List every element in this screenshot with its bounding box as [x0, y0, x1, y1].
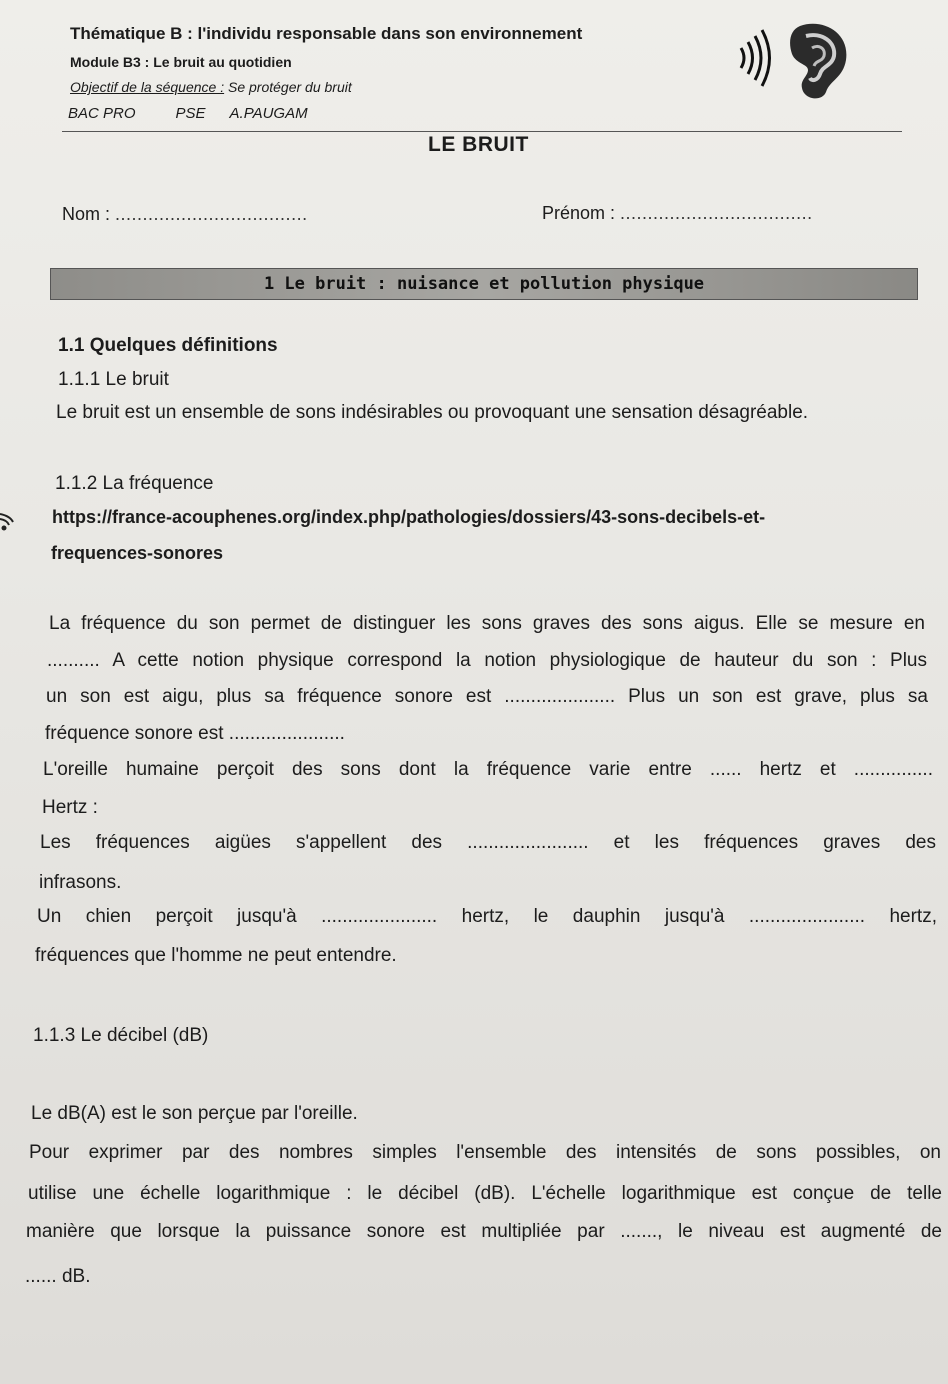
objectif-text: Se protéger du bruit — [224, 79, 352, 95]
ear-sound-icon — [738, 20, 858, 100]
objectif-label: Objectif de la séquence : — [70, 79, 225, 95]
thematique-title: Thématique B : l'individu responsable dans son environnement — [70, 24, 583, 43]
freq-line: Les fréquences aigües s'appellent des ....................... et les fréquences graves des — [40, 832, 936, 853]
freq-line: L'oreille humaine perçoit des sons dont la fréquence varie entre ...... hertz et ............... — [43, 759, 933, 780]
prenom-field[interactable] — [542, 203, 813, 224]
heading-le-bruit: 1.1.1 Le bruit — [58, 369, 169, 390]
header-divider — [62, 131, 902, 132]
url-line-2[interactable]: frequences-sonores — [51, 543, 224, 563]
url-line-1[interactable]: https://france-acouphenes.org/index.php/pathologies/dossiers/43-sons-decibels-et- — [52, 507, 766, 527]
db-line: utilise une échelle logarithmique : le décibel (dB). L'échelle logarithmique est conçue de telle — [28, 1183, 942, 1204]
nom-field[interactable] — [62, 204, 308, 225]
heading-definitions: 1.1 Quelques définitions — [58, 335, 278, 356]
db-line: manière que lorsque la puissance sonore est multipliée par ......., le niveau est augmenté de — [26, 1221, 942, 1242]
db-line: Pour exprimer par des nombres simples l'ensemble des intensités de sons possibles, on — [29, 1142, 941, 1163]
wifi-icon — [0, 508, 14, 534]
nom-dots: ................................... — [115, 204, 308, 224]
author-label: A.PAUGAM — [229, 105, 308, 122]
freq-line: La fréquence du son permet de distinguer les sons graves des sons aigus. Elle se mesure en — [49, 613, 925, 634]
freq-line: .......... A cette notion physique correspond la notion physiologique de hauteur du son : Plus — [47, 650, 927, 671]
pse-label: PSE — [175, 105, 206, 122]
prenom-dots: ................................... — [620, 203, 813, 223]
bac-label: BAC PRO — [68, 105, 136, 122]
course-info — [68, 105, 348, 122]
module-title: Module B3 : Le bruit au quotidien — [70, 54, 292, 70]
prenom-label: Prénom : — [542, 203, 616, 223]
nom-label: Nom : — [62, 204, 111, 224]
freq-line: fréquences que l'homme ne peut entendre. — [35, 945, 397, 966]
paragraph-le-bruit: Le bruit est un ensemble de sons indésirables ou provoquant une sensation désagréable. — [56, 402, 809, 423]
freq-line: Hertz : — [42, 797, 98, 818]
section-banner-text: 1 Le bruit : nuisance et pollution physique — [263, 274, 705, 294]
freq-line: infrasons. — [39, 872, 122, 893]
heading-frequence: 1.1.2 La fréquence — [55, 473, 214, 494]
section-banner — [50, 268, 918, 300]
objectif-line — [70, 79, 352, 95]
freq-line: un son est aigu, plus sa fréquence sonore est ..................... Plus un son est grave, plus sa — [46, 686, 928, 707]
freq-line: Un chien perçoit jusqu'à ...................... hertz, le dauphin jusqu'à ...................... hertz, — [37, 906, 937, 927]
heading-decibel: 1.1.3 Le décibel (dB) — [33, 1025, 209, 1046]
db-line: ...... dB. — [25, 1266, 91, 1287]
page-title: LE BRUIT — [428, 133, 529, 156]
db-line: Le dB(A) est le son perçue par l'oreille. — [31, 1103, 358, 1124]
freq-line: fréquence sonore est ...................... — [45, 723, 345, 744]
